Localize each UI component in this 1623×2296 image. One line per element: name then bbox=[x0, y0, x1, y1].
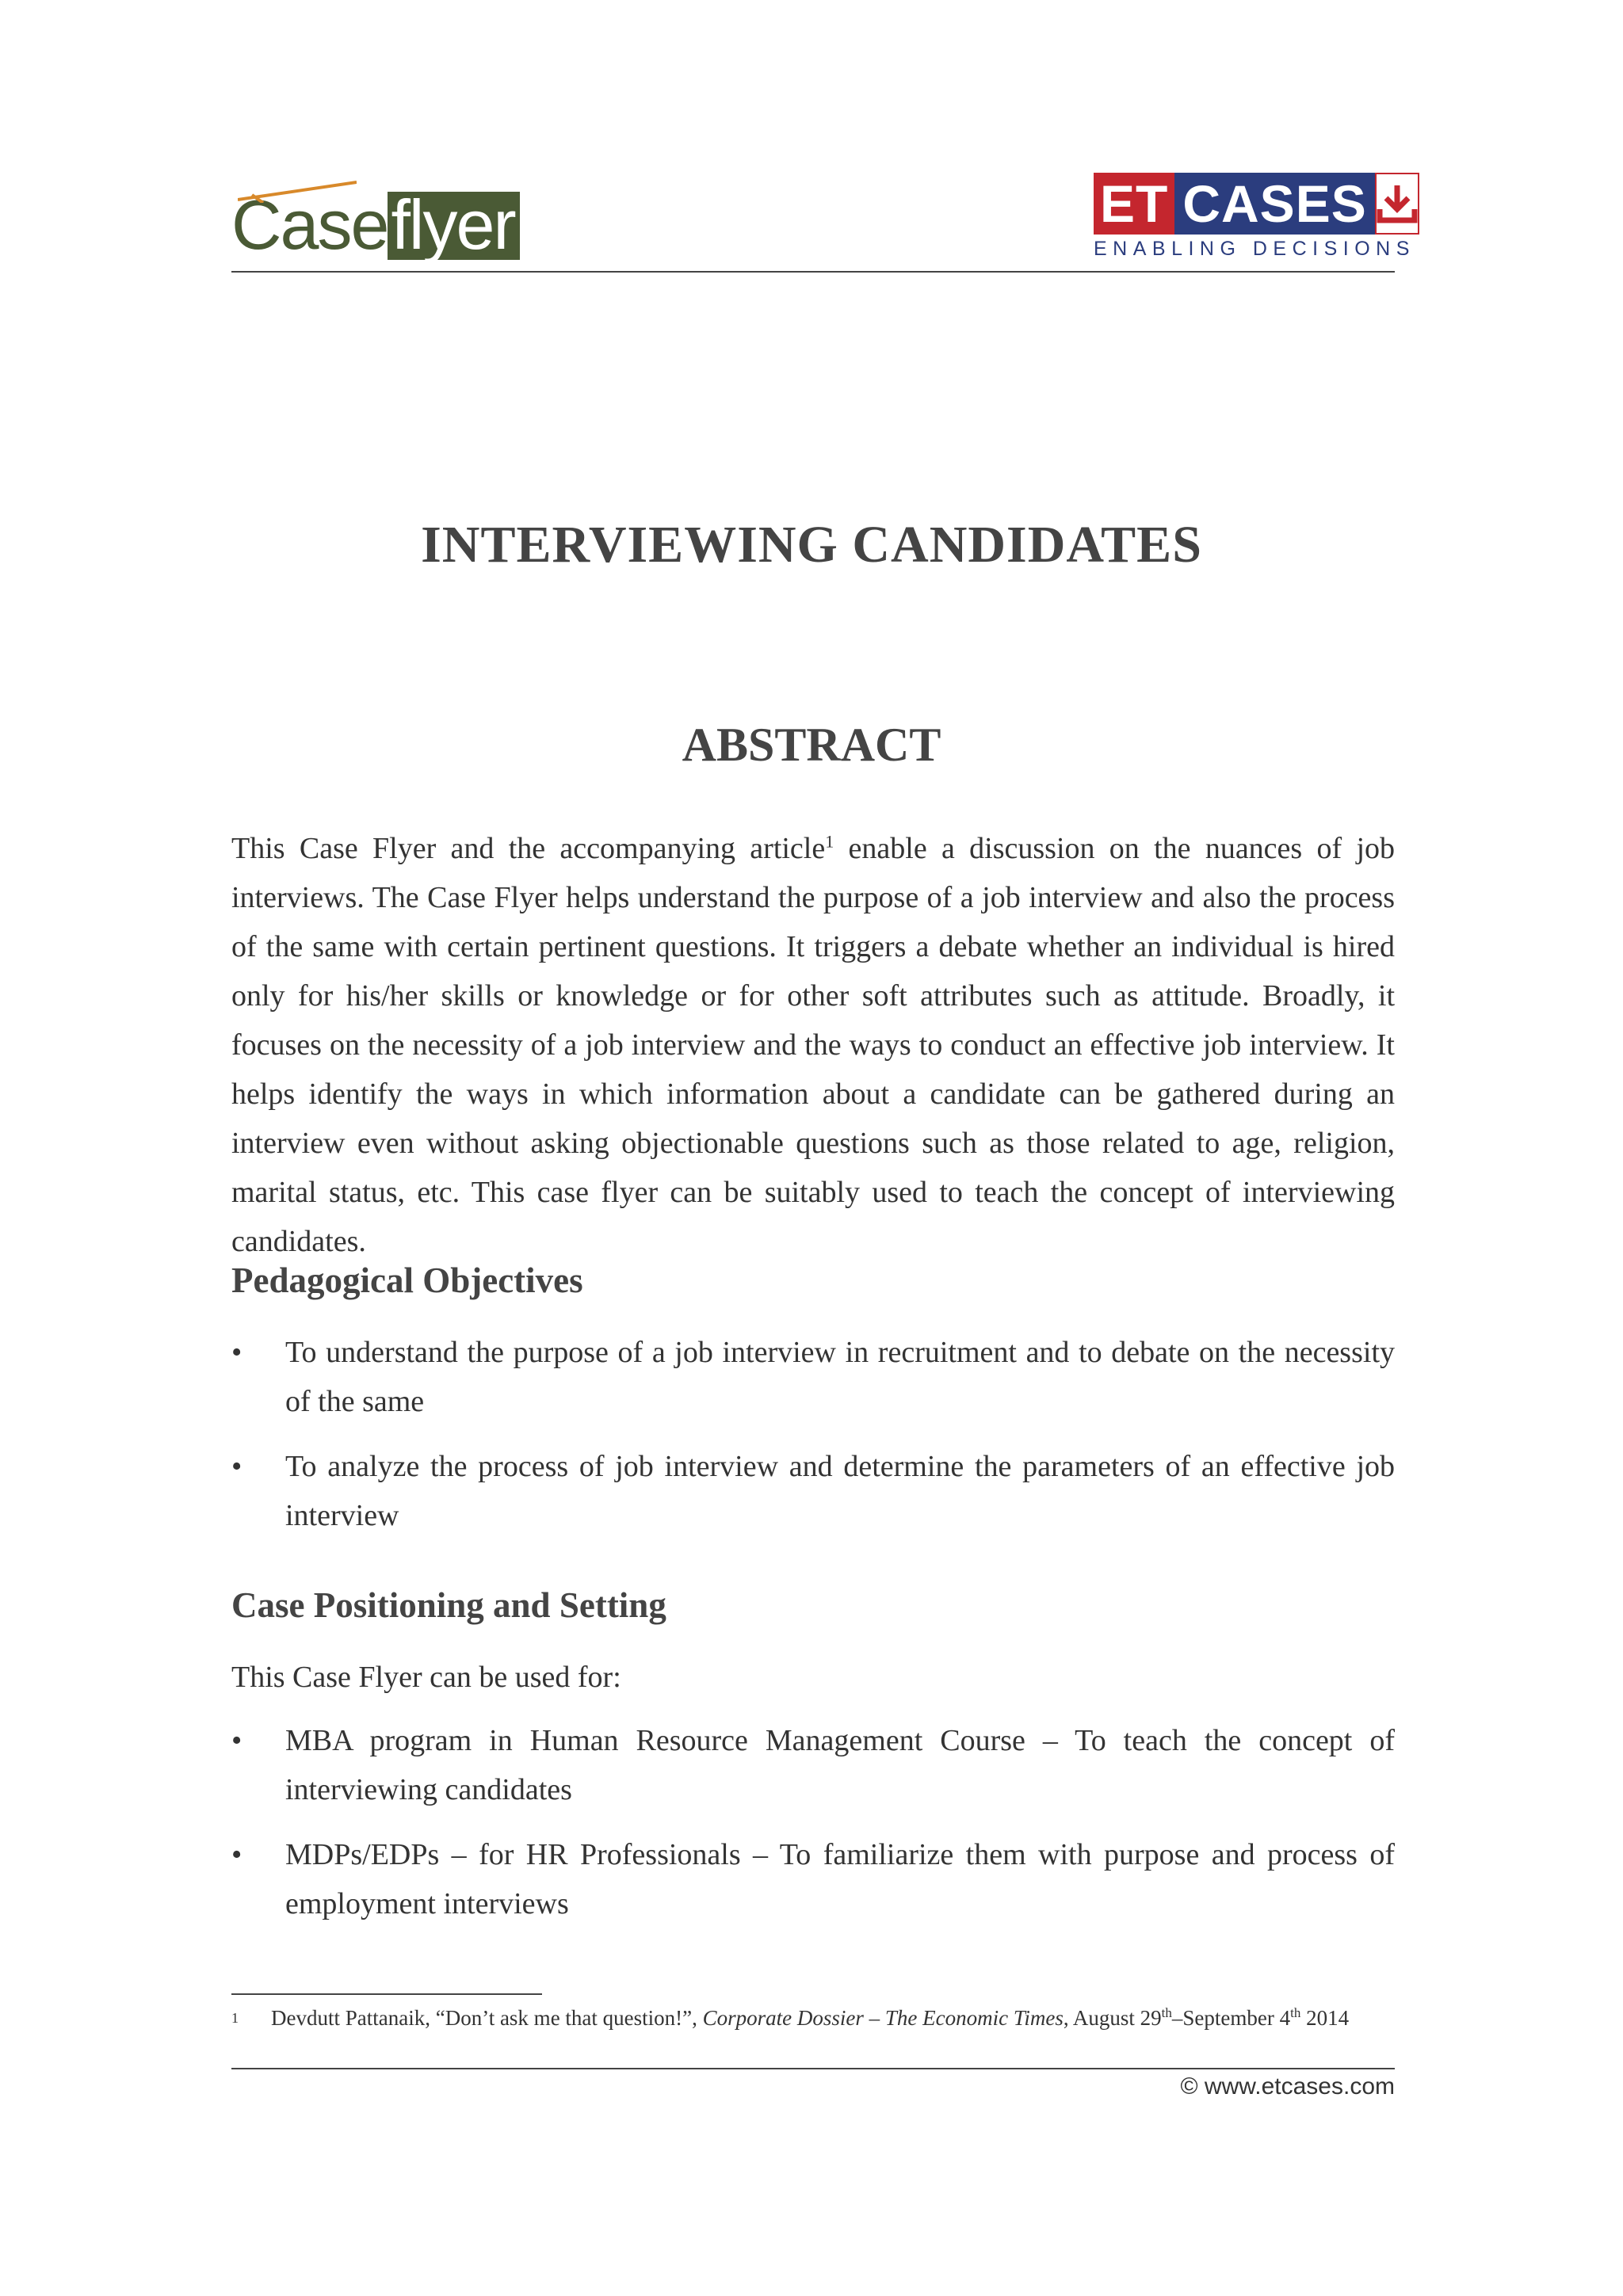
page-title: INTERVIEWING CANDIDATES bbox=[421, 516, 1202, 574]
bullet-icon: • bbox=[231, 1336, 242, 1369]
abstract-heading: ABSTRACT bbox=[682, 719, 941, 771]
caseflyer-logo bbox=[231, 185, 520, 264]
header-divider bbox=[231, 271, 1395, 273]
footnote-reference: 1 bbox=[825, 831, 834, 852]
logo-tick-icon bbox=[238, 179, 357, 203]
et-logo-et: ET bbox=[1094, 173, 1174, 235]
positioning-heading: Case Positioning and Setting bbox=[231, 1585, 666, 1625]
footnote-mark: 1 bbox=[231, 2010, 239, 2026]
caseflyer-logo-case: Case bbox=[231, 190, 388, 260]
et-logo-cases: CASES bbox=[1174, 173, 1374, 235]
footnote-divider bbox=[231, 1993, 542, 1995]
abstract-paragraph: This Case Flyer and the accompanying article$^1$ enable a discussion on the nuances of job interviews. The Case Flyer helps understand the purpose of a job interview and also the process of the same with certain pertinent questions. It triggers a debate whether an individual is hired only for his/her skills or knowledge or for other soft attributes such as attitude. Broadly, it focuses on the necessity of a job interview and the ways to conduct an effective job interview. It helps identify the ways in which information about a candidate can be gathered during an interview even without asking objectionable questions such as those related to age, religion, marital status, etc. This case flyer can be suitably used to teach the concept of interviewing candidates. bbox=[231, 831, 1396, 1258]
footnote-text: Devdutt Pattanaik, “Don’t ask me that question!”, Corporate Dossier – The Economic Times, August 29th–September 4th 2014 bbox=[271, 2005, 1350, 2030]
copyright-link[interactable]: © www.etcases.com bbox=[1180, 2073, 1395, 2100]
objectives-heading: Pedagogical Objectives bbox=[231, 1261, 583, 1300]
bullet-icon: • bbox=[231, 1724, 242, 1757]
footnote bbox=[231, 2003, 1395, 2033]
download-icon bbox=[1375, 173, 1419, 235]
positioning-list bbox=[231, 1716, 1395, 1944]
list-item: • MBA program in Human Resource Management Course – To teach the concept of interviewing candidates bbox=[231, 1716, 1395, 1814]
etcases-logo bbox=[1094, 173, 1415, 260]
list-item: • To understand the purpose of a job interview in recruitment and to debate on the necessity of the same bbox=[231, 1328, 1395, 1426]
et-logo-tagline: ENABLING DECISIONS bbox=[1094, 238, 1415, 260]
positioning-intro: This Case Flyer can be used for: bbox=[231, 1661, 621, 1694]
objectives-list bbox=[231, 1328, 1395, 1556]
list-item: • MDPs/EDPs – for HR Professionals – To familiarize them with purpose and process of employment interviews bbox=[231, 1830, 1395, 1928]
list-item: • To analyze the process of job interview and determine the parameters of an effective job interview bbox=[231, 1442, 1395, 1540]
bullet-icon: • bbox=[231, 1838, 242, 1871]
caseflyer-logo-flyer: flyer bbox=[388, 192, 519, 260]
bullet-icon: • bbox=[231, 1450, 242, 1483]
